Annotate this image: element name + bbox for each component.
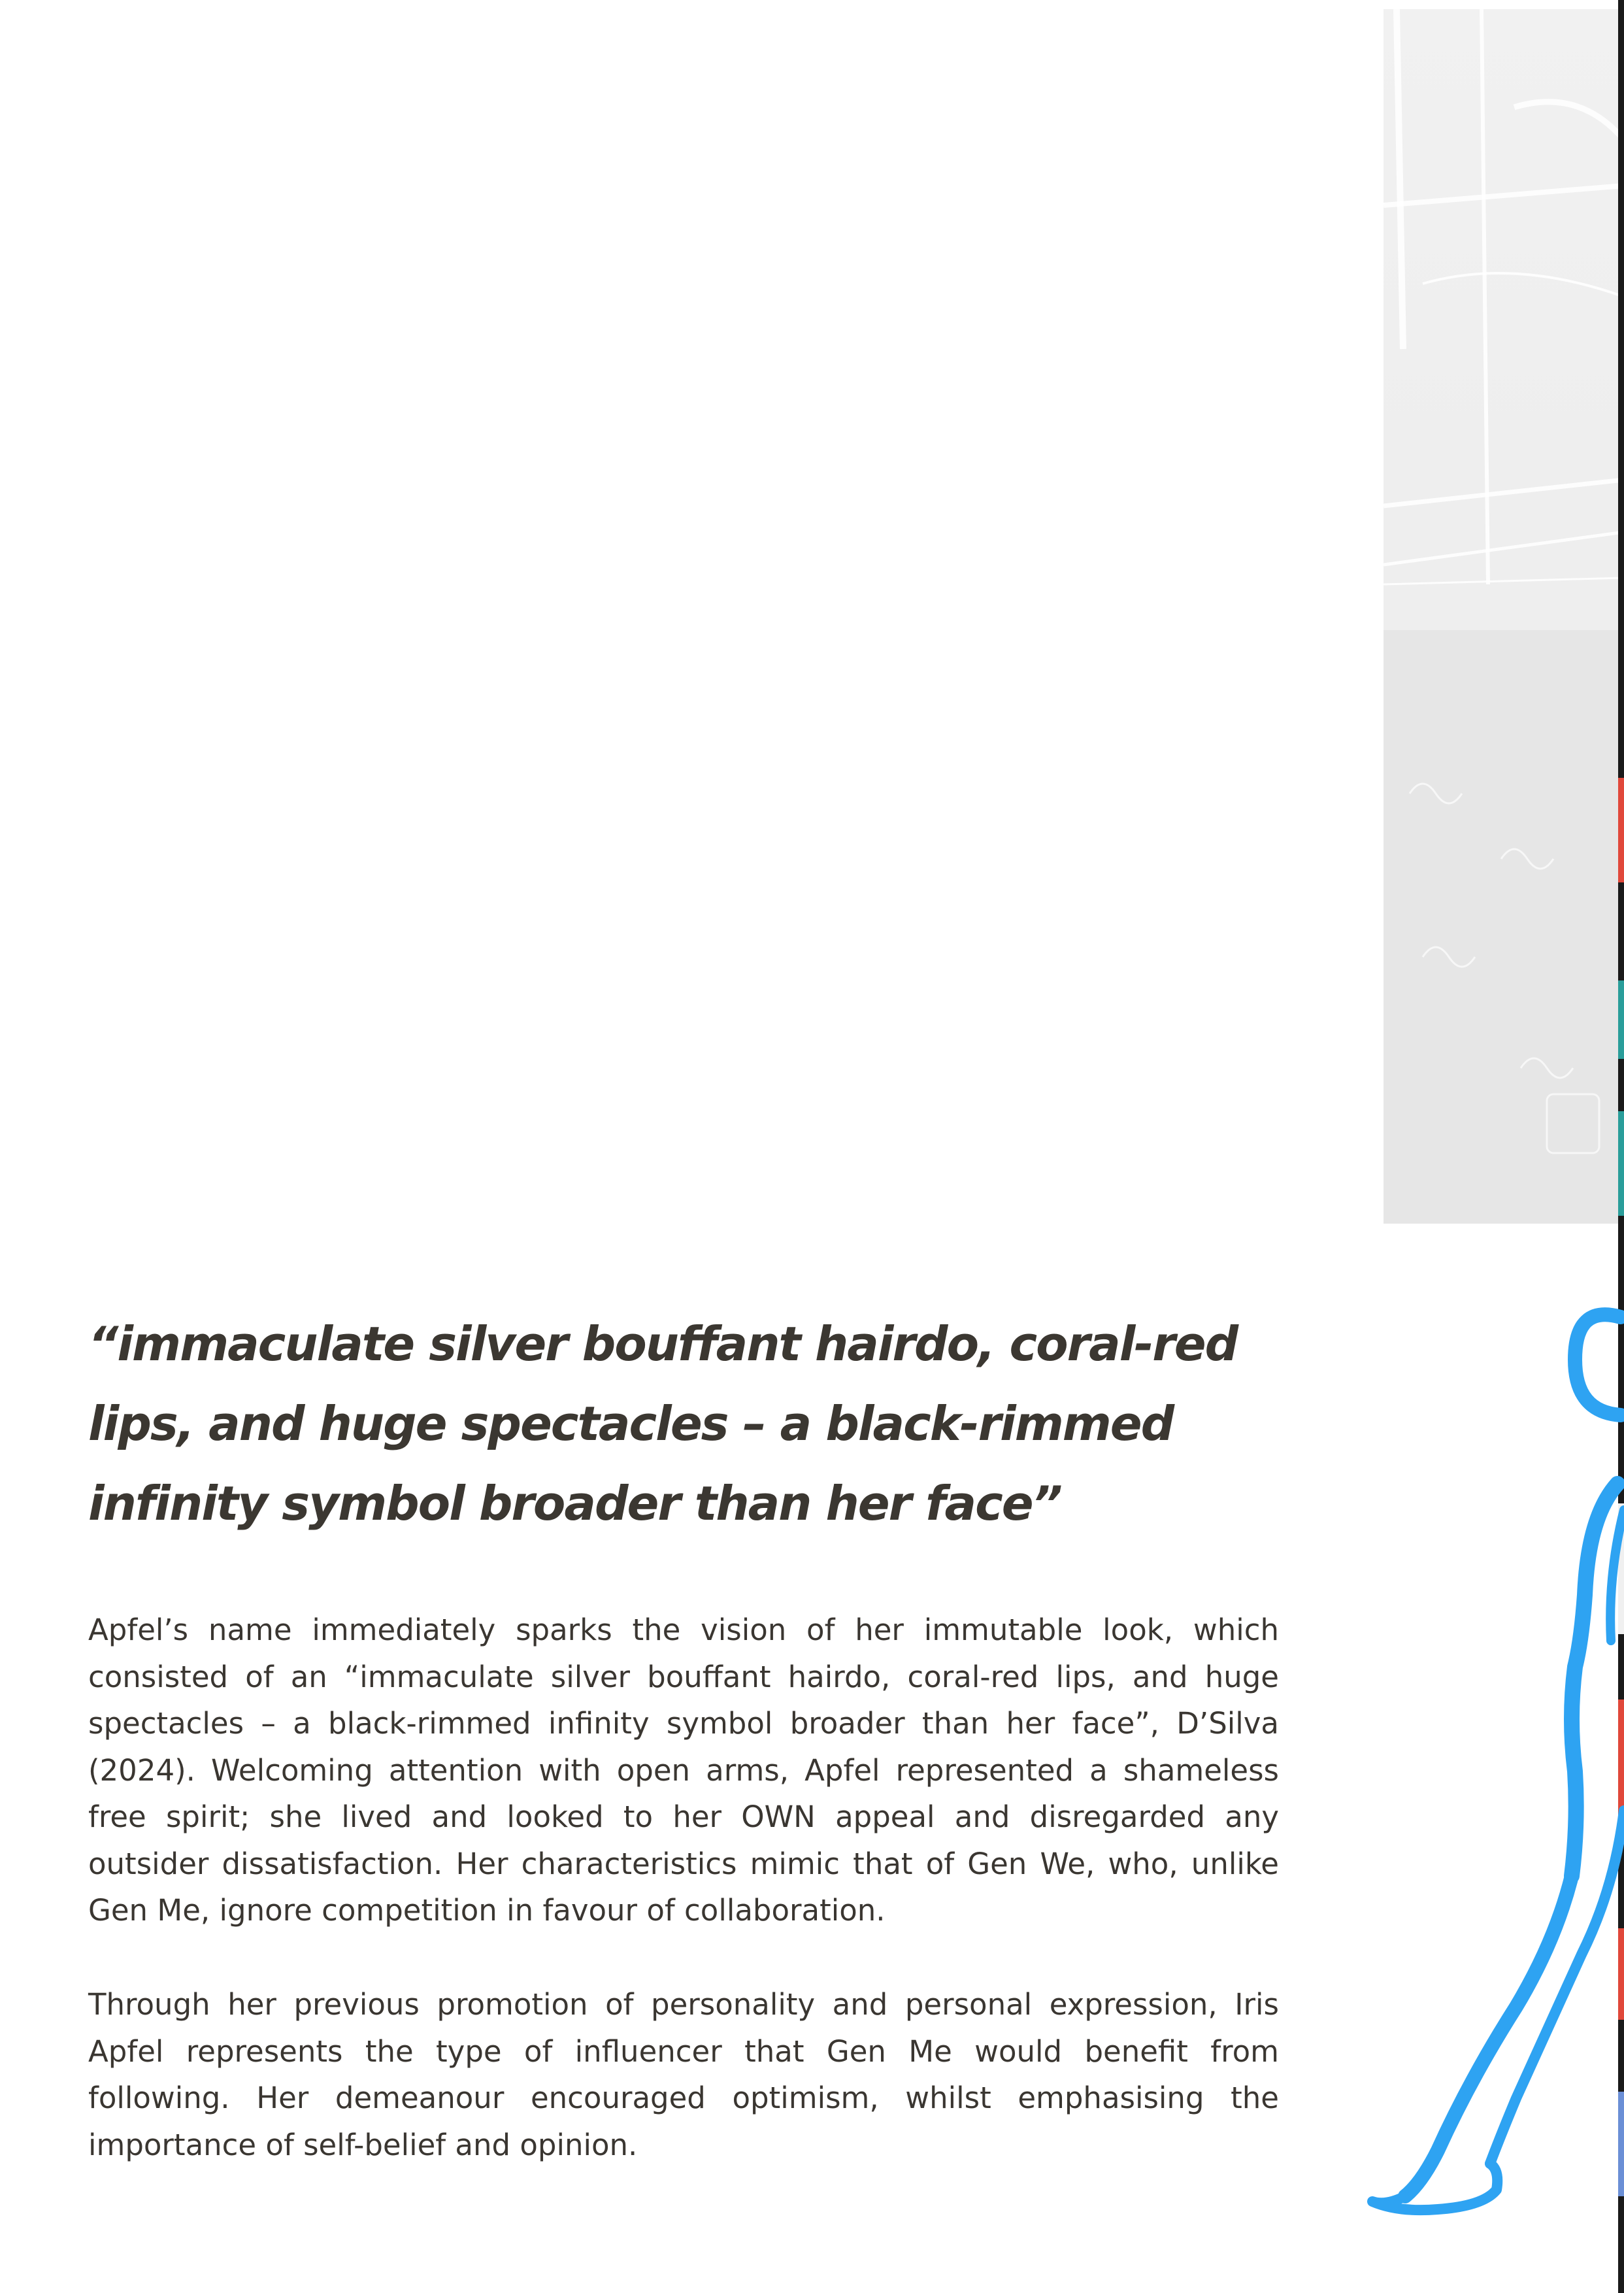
pull-quote-line: lips, and huge spectacles – a black-rimmed: [88, 1396, 1174, 1451]
pull-quote: [88, 1304, 1317, 1543]
body-paragraph-2: Through her previous promotion of personality and personal expression, Iris Apfel represents the type of influencer that Gen Me would benefit from following. Her demeanour encouraged optimism, whilst emphasising the importance of self-belief and opinion.: [88, 1987, 1279, 2162]
pull-quote-line: infinity symbol broader than her face”: [88, 1476, 1061, 1531]
faded-collage-photo: [1384, 9, 1624, 1224]
pull-quote-line: “immaculate silver bouffant hairdo, coral-red: [88, 1316, 1238, 1371]
body-paragraph-1: Apfel’s name immediately sparks the vision of her immutable look, which consisted of an “immaculate silver bouffant hairdo, coral-red lips, and huge spectacles – a black-rimmed infinity symbol broader than her face”, D’Silva (2024). Welcoming attention with open arms, Apfel represented a shameless free spirit; she lived and looked to her OWN appeal and disregarded any outsider dissatisfaction. Her characteristics mimic that of Gen We, who, unlike Gen Me, ignore competition in favour of collaboration.: [88, 1613, 1279, 1928]
blue-line-figure-illustration: [1359, 1301, 1624, 2229]
